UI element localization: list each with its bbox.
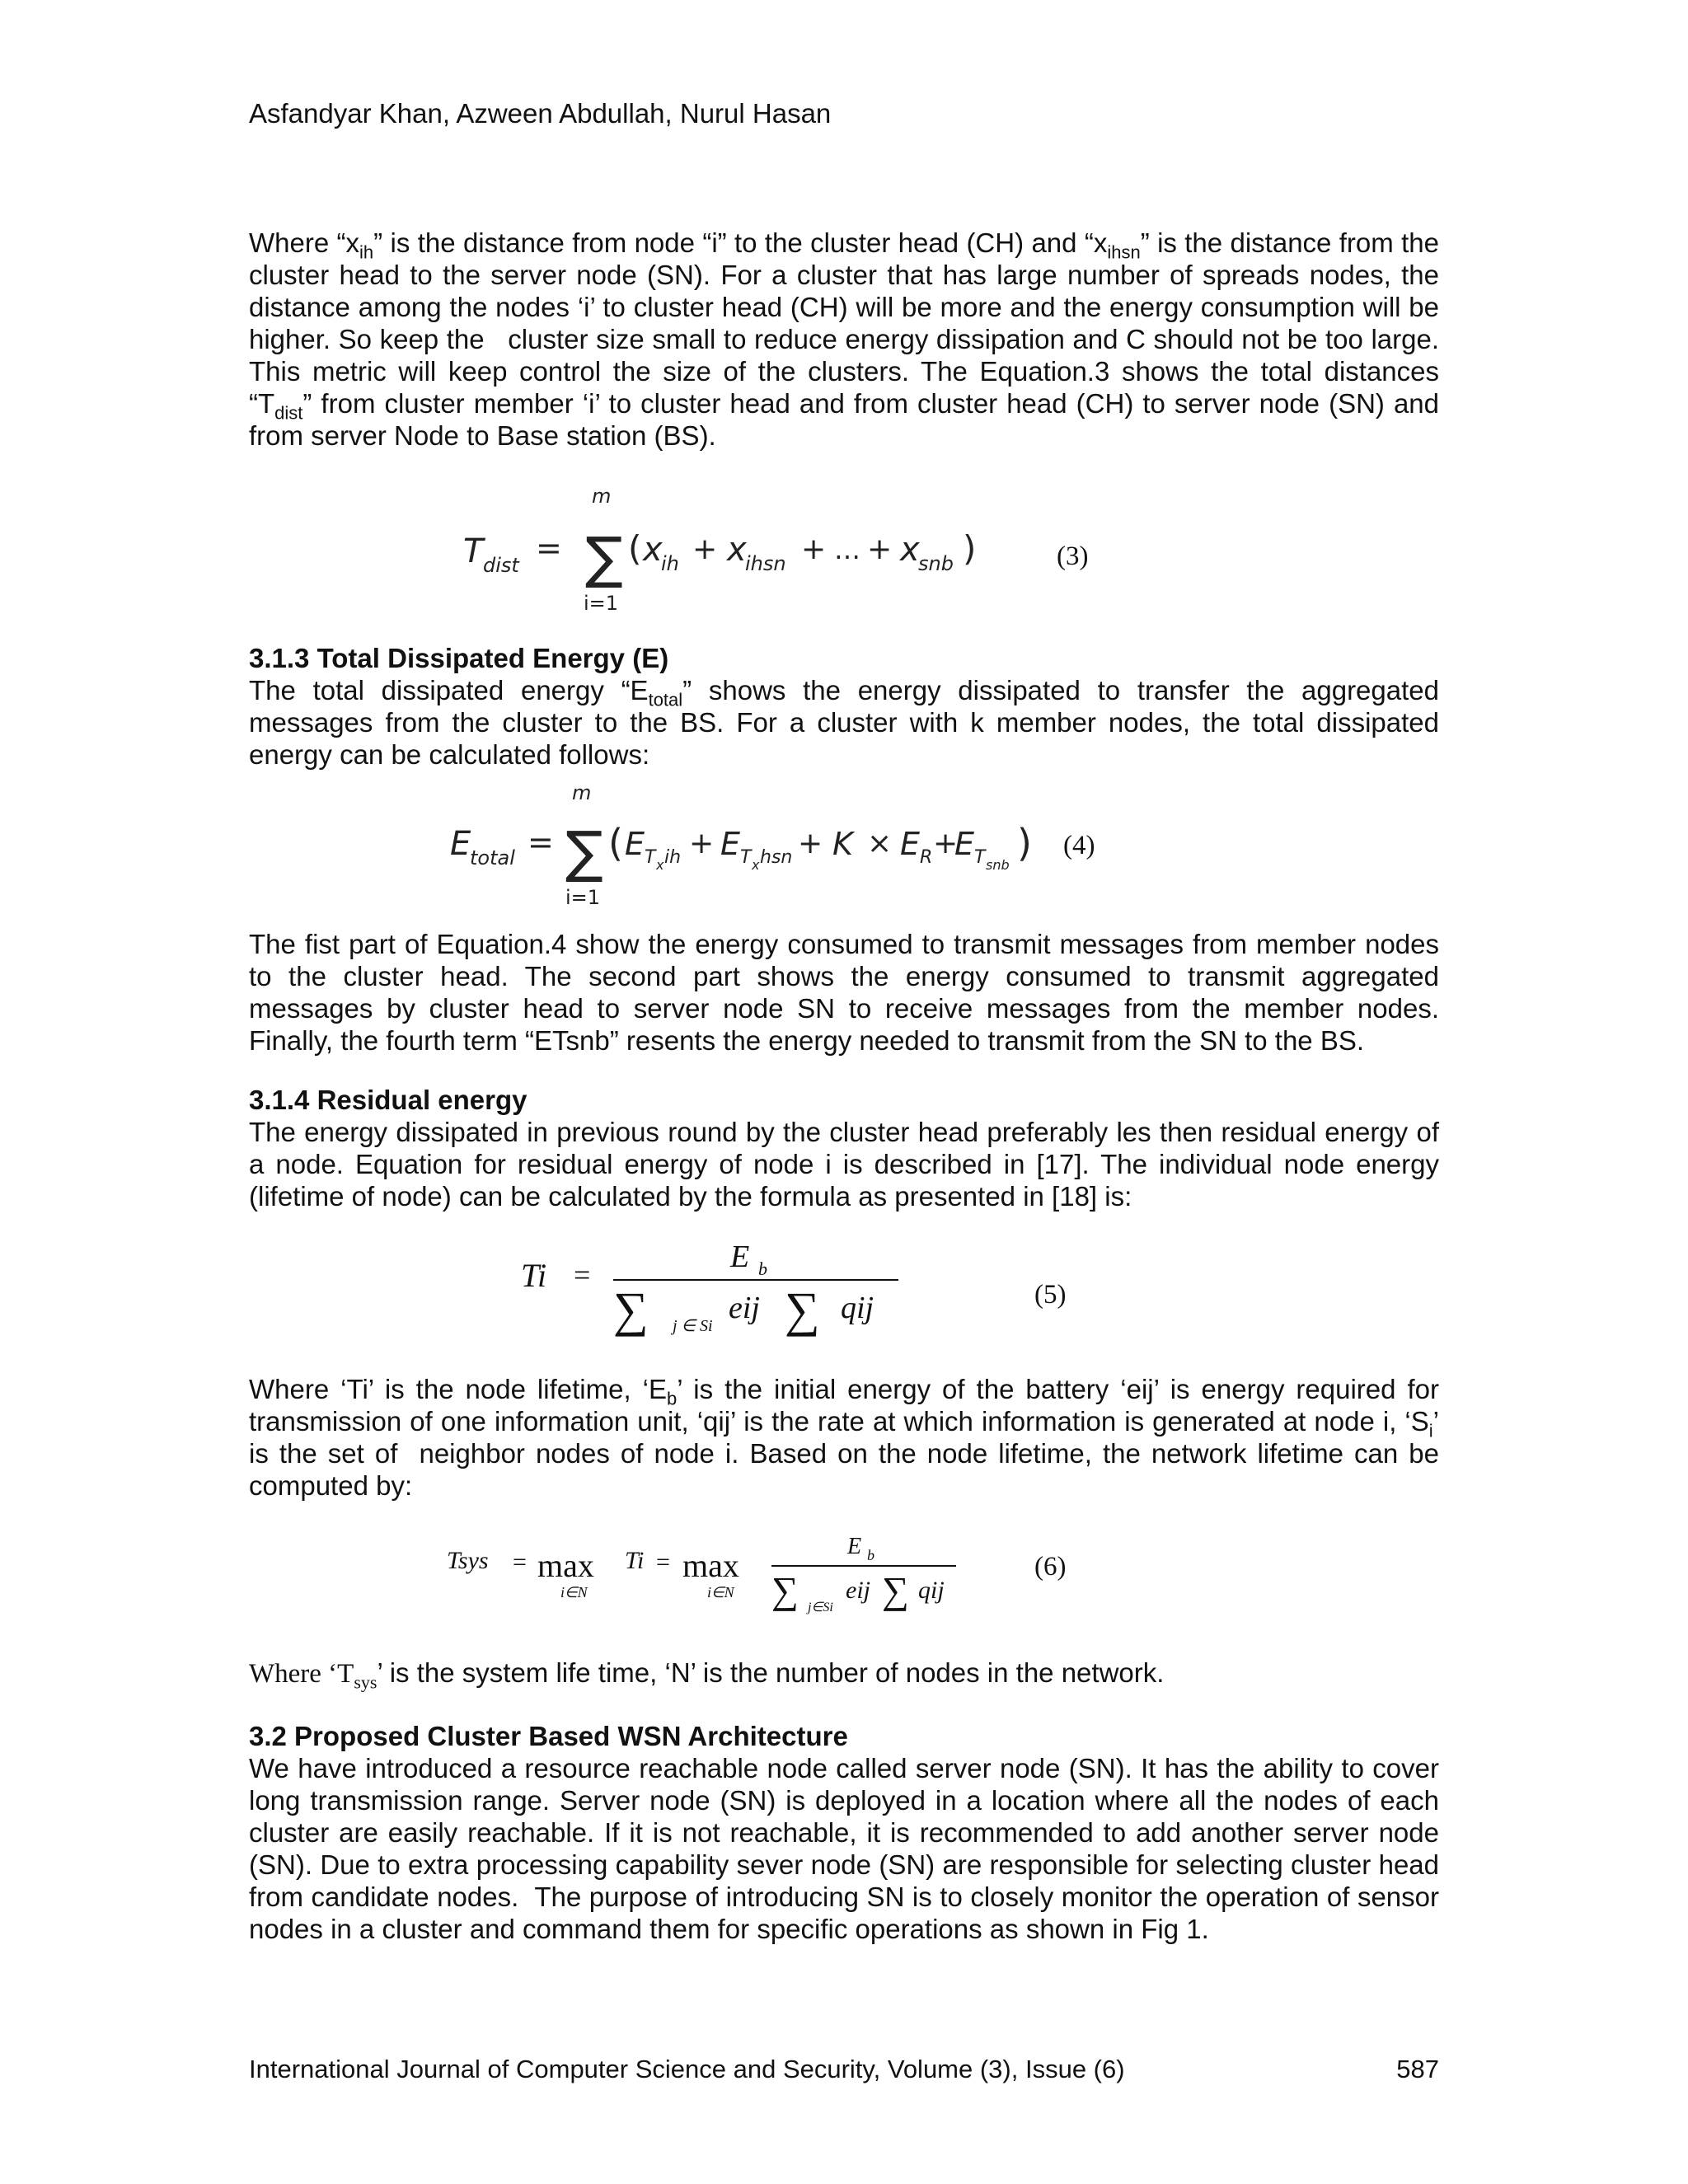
paragraph-architecture: We have introduced a resource reachable node called server node (SN). It has the ability to cover long transmission range. Server node (SN) is deployed in a location where all the nodes of each cluster are easily reachable. If it is not reachable, it is recommended to add another server node (SN). Due to extra processing capability sever node (SN) are responsible for selecting cluster head from candidate nodes. The purpose of introducing SN is to closely monitor the operation of sensor nodes in a cluster and command them for specific operations as shown in Fig 1. <box>249 1753 1439 1944</box>
paragraph-system-lifetime: Where ‘$T_{sys}$’ is the system life time, ‘N’ is the number of nodes in the network. <box>249 1657 1165 1693</box>
eq3-x3: x <box>900 531 920 569</box>
eq3-close-paren: ) <box>963 528 977 569</box>
paragraph-node-lifetime: Where ‘Ti’ is the node lifetime, ‘$E_b$’ is the initial energy of the battery ‘eij’ is energy required for transmission of one information unit, ‘qij’ is the rate at which information is generated at node i, ‘$S_i$’ is the set of neighbor nodes of node i. Based on the node lifetime, the network lifetime can be computed by: <box>249 1374 1439 1501</box>
eq3-dots: … <box>834 534 860 565</box>
eq6-equals-2: = <box>656 1549 670 1576</box>
equation-5 <box>511 1232 907 1347</box>
eq6-qij: qij <box>918 1577 945 1604</box>
equation-3 <box>445 478 1104 618</box>
eq6-sigma-2: ∑ <box>882 1569 909 1611</box>
paragraph-total-energy: The total dissipated energy “$E_{total}$” shows the energy dissipated to transfer the aggregated messages from the cluster to the BS. For a cluster with k member nodes, the total dissipated energy can be calculated follows: <box>249 675 1439 770</box>
page-footer <box>249 2054 1439 2085</box>
eq4-e3-subsub: snb <box>986 857 1010 873</box>
eq4-lhs-sub: total <box>470 846 515 869</box>
eq4-equals: = <box>528 824 554 860</box>
eq4-upper-limit: m <box>572 781 592 804</box>
eq4-e1-subsub: x <box>656 857 664 873</box>
equation-6-number: (6) <box>1034 1552 1067 1582</box>
eq5-equals: = <box>574 1258 591 1291</box>
eq6-max-1: max <box>537 1547 594 1584</box>
eq3-x1-sub: ih <box>661 552 679 575</box>
eq4-plus1: + <box>689 827 715 860</box>
eq3-x3-sub: snb <box>918 552 954 575</box>
eq3-lhs: T <box>463 532 484 570</box>
eq6-max-1-sub: i∈N <box>560 1584 588 1601</box>
eq5-sigma-2: ∑ <box>785 1282 820 1337</box>
eq3-equals: = <box>536 530 562 566</box>
eq5-qij: qij <box>841 1291 874 1325</box>
eq3-x1: x <box>643 531 663 569</box>
eq4-e2-subsub: x <box>752 857 760 873</box>
paragraph-residual-energy: The energy dissipated in previous round by the cluster head preferably les then residual energy of a node. Equation for residual energy of node i is described in [17]. The individual node energy (lifetime of node) can be calculated by the formula as presented in [18] is: <box>249 1117 1439 1212</box>
eq5-numerator: E <box>730 1240 750 1274</box>
eq3-plus2: + <box>801 532 827 566</box>
eq4-e3-sub: T <box>974 847 986 868</box>
eq6-numerator: E <box>847 1534 862 1559</box>
eq3-open-paren: ( <box>628 528 642 569</box>
eq4-e1-tail: ih <box>664 847 682 868</box>
eq3-plus3: + <box>867 532 893 566</box>
eq6-index: j∈Si <box>808 1601 833 1615</box>
eq6-tsys: Tsys <box>447 1547 489 1574</box>
eq4-lower-limit: i=1 <box>565 886 601 909</box>
page-number: 587 <box>1396 2055 1439 2083</box>
section-heading-3-1-3: 3.1.3 Total Dissipated Energy (E) <box>249 643 669 673</box>
eq4-sigma: ∑ <box>565 820 603 885</box>
eq6-max-2: max <box>682 1547 739 1584</box>
paragraph-equation-4-explanation: The fist part of Equation.4 show the energy consumed to transmit messages from member nodes to the cluster head. The second part shows the energy consumed to transmit aggregated messages by cluster head to server node SN to receive messages from the member nodes. Finally, the fourth term “ETsnb” resents the energy needed to transmit from the SN to the BS. <box>249 929 1439 1056</box>
eq4-times: × <box>867 827 893 860</box>
paragraph-distance-definition: Where “$x_{ih}$” is the distance from node “i” to the cluster head (CH) and “$x_{ihsn}$” is the distance from the cluster head to the server node (SN). For a cluster that has large number of spreads nodes, the distance among the nodes ‘i’ to cluster head (CH) will be more and the energy consumption will be higher. So keep the cluster size small to reduce energy dissipation and C should not be too large. This metric will keep control the size of the clusters. The Equation.3 shows the total distances “$T_{dist}$” from cluster member ‘i’ to cluster head and from cluster head (CH) to server node (SN) and from server Node to Base station (BS). <box>249 227 1439 451</box>
eq6-sigma-1: ∑ <box>771 1569 799 1611</box>
eq5-sigma-1: ∑ <box>613 1282 649 1337</box>
eq4-er-sub: R <box>920 847 933 868</box>
eq3-x2: x <box>727 531 747 569</box>
eq3-upper-limit: m <box>592 485 612 508</box>
eq4-e3: E <box>954 826 975 862</box>
running-header: Asfandyar Khan, Azween Abdullah, Nurul Hasan <box>249 98 832 129</box>
eq6-equals-1: = <box>513 1549 527 1576</box>
eq5-lhs: Ti <box>521 1257 547 1294</box>
footer-journal: International Journal of Computer Science and Security, Volume (3), Issue (6) <box>249 2055 1125 2083</box>
equation-6 <box>445 1529 973 1619</box>
eq4-k: K <box>832 826 853 862</box>
eq3-plus1: + <box>692 532 718 566</box>
equation-5-number: (5) <box>1034 1280 1067 1310</box>
equation-4 <box>445 779 1071 915</box>
eq5-numerator-sub: b <box>758 1258 767 1279</box>
eq4-open-paren: ( <box>608 821 623 865</box>
eq4-er: E <box>900 826 921 862</box>
eq6-ti: Ti <box>625 1547 645 1574</box>
eq6-max-2-sub: i∈N <box>707 1584 734 1601</box>
eq5-eij: eij <box>729 1291 760 1325</box>
eq4-e2: E <box>720 826 741 862</box>
eq6-numerator-sub: b <box>867 1547 874 1563</box>
eq4-plus2: + <box>798 827 823 860</box>
eq4-e2-sub: T <box>740 847 752 868</box>
section-heading-3-2: 3.2 Proposed Cluster Based WSN Architecture <box>249 1721 848 1751</box>
eq3-x2-sub: ihsn <box>745 552 786 575</box>
eq4-e1-sub: T <box>645 847 656 868</box>
section-heading-3-1-4: 3.1.4 Residual energy <box>249 1085 528 1115</box>
eq5-index: j ∈ Si <box>673 1317 713 1335</box>
eq4-plus3: + <box>933 827 959 860</box>
equation-4-number: (4) <box>1063 831 1095 860</box>
eq3-lower-limit: i=1 <box>584 592 619 615</box>
eq4-e1: E <box>625 826 645 862</box>
eq4-lhs: E <box>450 825 471 863</box>
eq3-lhs-sub: dist <box>483 554 519 577</box>
eq4-close-paren: ) <box>1017 821 1032 865</box>
equation-3-number: (3) <box>1057 541 1089 571</box>
eq6-eij: eij <box>846 1577 870 1604</box>
eq4-e2-tail: hsn <box>760 847 793 868</box>
eq3-sigma: ∑ <box>585 526 623 591</box>
